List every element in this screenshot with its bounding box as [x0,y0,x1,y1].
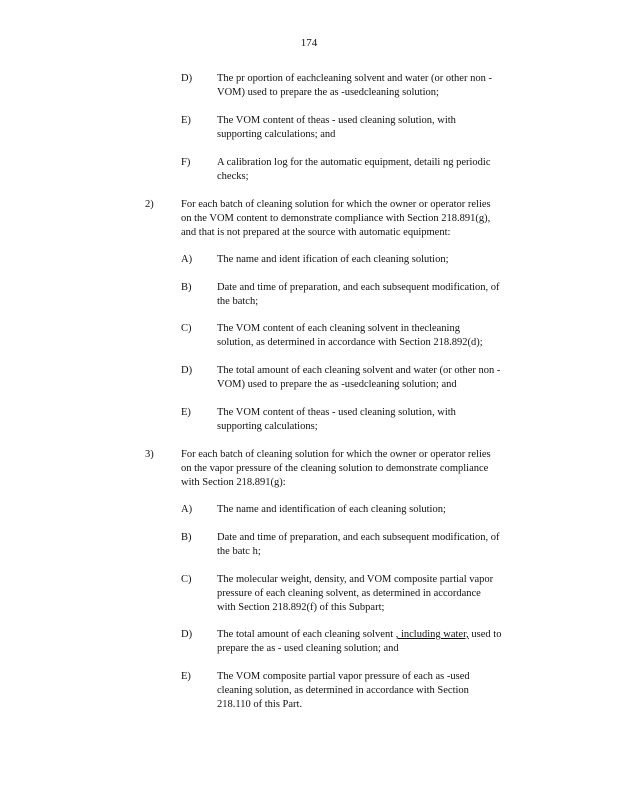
text-line: solution, as determined in accordance with Section 218.892(d); [217,337,483,348]
section-text [181,198,545,240]
text-line: pressure of each cleaning solvent, as determined in accordance [217,588,481,599]
text-line: The VOM content of each cleaning solvent in thecleaning [217,323,460,334]
text-line: VOM) used to prepare the as -usedcleaning solution; and [217,379,457,390]
text-line: supporting calculations; [217,421,318,432]
inserted-text-underlined: , including water, [395,629,469,640]
text-line: The VOM content of theas - used cleaning solution, with [217,115,456,126]
item-marker: C) [181,574,192,585]
item-marker: A) [181,504,193,515]
item-text [217,670,551,712]
item-marker: D) [181,629,193,640]
text-line: The total amount of each cleaning solvent and water (or other non - [217,365,501,376]
text-line: 218.110 of this Part. [217,699,303,710]
text-line: For each batch of cleaning solution for which the owner or operator relies [181,199,491,210]
item-marker: B) [181,282,192,293]
item-text [217,364,551,392]
text-line: prepare the as - used cleaning solution; and [217,643,399,654]
text-line: cleaning solution, as determined in accordance with Section [217,685,469,696]
item-text [217,281,551,309]
text-line: on the vapor pressure of the cleaning solution to demonstrate compliance [181,463,489,474]
section-marker: 2) [145,199,154,210]
text-line: Date and time of preparation, and each subsequent modification, of [217,532,500,543]
item-marker: F) [181,157,191,168]
item-text [217,406,551,434]
text-line: and that is not prepared at the source with automatic equipment: [181,227,451,238]
text-line: The VOM composite partial vapor pressure of each as -used [217,671,470,682]
item-text [217,72,551,100]
item-text [217,156,551,184]
item-text [217,322,551,350]
item-text [217,573,551,615]
text-line: For each batch of cleaning solution for which the owner or operator relies [181,449,491,460]
item-text [217,628,551,656]
text-line: the batc h; [217,546,261,557]
text-line: The pr oportion of eachcleaning solvent and water (or other non - [217,73,492,84]
text-line: A calibration log for the automatic equipment, detaili ng periodic [217,157,491,168]
item-text [217,503,551,517]
item-marker: C) [181,323,192,334]
text-line: The molecular weight, density, and VOM composite partial vapor [217,574,494,585]
item-text [217,114,551,142]
section-marker: 3) [145,449,154,460]
text-line: with Section 218.891(g): [181,477,286,488]
text-line: the batch; [217,296,259,307]
text-line: with Section 218.892(f) of this Subpart; [217,602,385,613]
text-fragment: used to [468,629,502,640]
text-line [217,628,551,642]
text-line: The name and identification of each cleaning solution; [217,504,446,515]
text-fragment: The total amount of each cleaning solvent [217,629,396,640]
text-line: checks; [217,171,249,182]
text-line: The name and ident ification of each cleaning solution; [217,254,449,265]
text-line: Date and time of preparation, and each subsequent modification, of [217,282,500,293]
page-number: 174 [300,37,318,49]
item-marker: D) [181,73,193,84]
item-marker: A) [181,254,193,265]
item-text [217,253,551,267]
item-marker: E) [181,115,191,126]
section-text [181,448,545,490]
text-line: The VOM content of theas - used cleaning solution, with [217,407,456,418]
text-line: supporting calculations; and [217,129,336,140]
item-marker: D) [181,365,193,376]
item-marker: E) [181,671,191,682]
item-text [217,531,551,559]
text-line: VOM) used to prepare the as -usedcleaning solution; [217,87,439,98]
item-marker: B) [181,532,192,543]
text-line: on the VOM content to demonstrate compliance with Section 218.891(g), [181,213,491,224]
item-marker: E) [181,407,191,418]
